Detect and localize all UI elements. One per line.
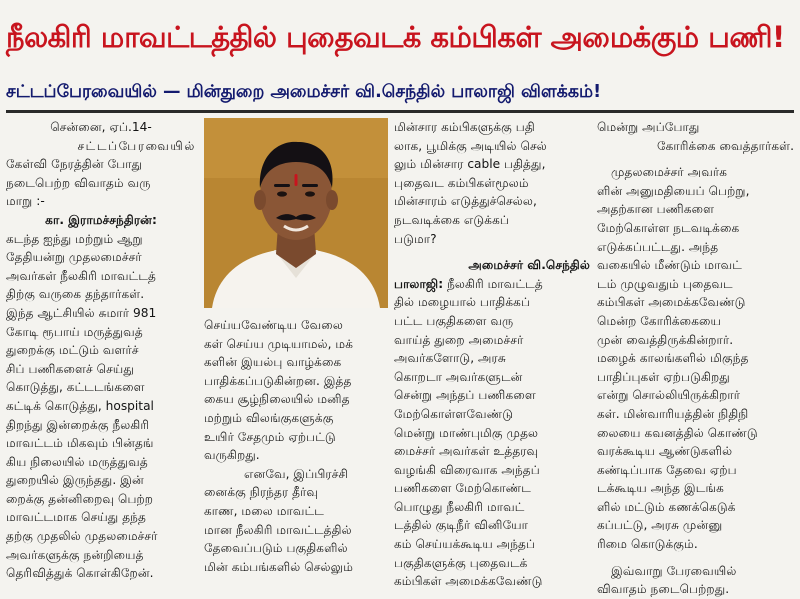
text-line: செய்யவேண்டிய வேலை <box>204 318 343 332</box>
text-line: கோடி ரூபாய் மருத்துவத் <box>6 324 143 339</box>
text-line: நடவடிக்கை எடுக்கப் <box>394 212 509 227</box>
text-line: கட்டிக் கொடுத்து, hospital <box>6 398 154 413</box>
text-line: னைக்கு நிரந்தர தீர்வு <box>204 485 319 500</box>
text-line: டக்கூடிய அந்த இடங்க <box>597 481 724 496</box>
column-1 <box>6 118 196 581</box>
text-line: காண, மலை மாவட்ட <box>204 503 324 518</box>
text-line: லாக, பூமிக்கு அடியில் செல் <box>394 138 547 153</box>
headline: நீலகிரி மாவட்டத்தில் புதைவடக் கம்பிகள் அமைக்கும் பணி! <box>6 20 785 54</box>
text-line: பாதிப்புகள் ஏற்படுகிறது <box>597 369 730 384</box>
intro-block <box>6 118 196 211</box>
text-line: கள். மின்வாரியத்தின் நிதிநி <box>597 406 749 421</box>
text-line: தற்கு முதலில் முதலமைச்சர் <box>6 529 158 544</box>
text-line: கம்பிகள் அமைக்கவேண்டு <box>394 574 543 589</box>
text-line: கள் செய்ய முடியாமல், மக் <box>204 336 353 351</box>
text-line: டத்தில் குடிநீர் வினியோ <box>394 518 529 533</box>
text-line: எடுக்கப்பட்டது. அந்த <box>597 239 719 254</box>
text-line: உயிர் சேதமும் ஏற்பட்டு <box>204 429 336 444</box>
text-line: மின்சார கம்பிகளுக்கு பதி <box>394 120 535 134</box>
text-line: கண்டிப்பாக தேவை ஏற்ப <box>597 462 737 477</box>
column-3 <box>394 118 590 589</box>
text-line: கம்பிகள் அமைக்கவேண்டு <box>597 295 746 310</box>
text-line: துறையில் இருந்தது. இன் <box>6 473 144 488</box>
speaker-name-continued: பாலாஜி: <box>394 276 444 291</box>
text-line: சென்னை, ஏப்.14- <box>50 120 152 134</box>
spacer <box>394 248 590 256</box>
text-line: கிய நிலையில் மருத்துவத் <box>6 454 148 469</box>
text-line: டம் முழுவதும் புதைவட <box>597 276 733 291</box>
text-line: மின்சாரம் எடுத்துச்செல்ல, <box>394 194 537 209</box>
text-line: நடைபெற்ற விவாதம் வரு <box>6 175 151 190</box>
text-line: வருகிறது. <box>204 448 260 463</box>
text-line: பகுதிகளுக்கு புதைவடக் <box>394 555 528 570</box>
text-line: றைக்கு தன்னிறைவு பெற்ற <box>6 491 154 506</box>
text-line: என்று சொல்லியிருக்கிறார் <box>597 388 741 403</box>
text-line: மாவட்டம் மிகவும் பின்தங் <box>6 436 154 451</box>
text-line: மேற்கொள்ளவேண்டு <box>394 406 514 421</box>
text-line: கொடுத்து, கட்டடங்களை <box>6 380 145 395</box>
text-line: அவர்கள் நீலகிரி மாவட்டத் <box>6 268 156 283</box>
text-line: லும் மின்சார cable பதித்து, <box>394 157 546 172</box>
portrait-illustration <box>204 118 388 308</box>
minister-photo <box>204 118 388 308</box>
text-line: சென்று அந்தப் பணிகளை <box>394 388 536 403</box>
text-line: கேள்வி நேரத்தின் போது <box>6 157 143 172</box>
text-line: தெரிவித்துக் கொள்கிறேன். <box>6 566 154 581</box>
text-line: பொழுது நீலகிரி மாவட் <box>394 499 525 514</box>
text-line: முதலமைச்சர் அவர்க <box>611 165 728 180</box>
text-line: திறந்து இன்றைக்கு நீலகிரி <box>6 417 150 432</box>
text-line: சட்டப்பேரவையில் <box>77 138 196 153</box>
text-line: தில் மழையால் பாதிக்கப் <box>394 295 531 310</box>
text-line: பணிகளை மேற்கொண்ட <box>394 481 532 496</box>
text-line: களின் இயல்பு வாழ்க்கை <box>204 355 342 370</box>
speaker-name: கா. இராமச்சந்திரன்: <box>45 212 157 227</box>
text-line: விவாதம் நடைபெற்றது. <box>597 582 730 597</box>
text-line: படுமா? <box>394 231 437 246</box>
text-line: ளின் அனுமதியைப் பெற்று, <box>597 183 750 198</box>
text-line: மான நீலகிரி மாவட்டத்தில் <box>204 522 352 537</box>
text-line: மாவட்டமாக செய்து தந்த <box>6 510 146 525</box>
text-line: முன் வைத்திருக்கின்றார். <box>597 332 734 347</box>
text-line: இவ்வாறு பேரவையில் <box>611 563 737 578</box>
text-line: அதற்கான பணிகளை <box>597 202 715 217</box>
text-line: வழங்கி விரைவாக அந்தப் <box>394 462 540 477</box>
text-line: மேற்கொள்ள நடவடிக்கை <box>597 220 740 235</box>
column-2 <box>204 316 388 574</box>
text-line: பட்ட பகுதிகளை வரு <box>394 313 514 328</box>
text-line: மென்று அப்போது <box>597 120 700 134</box>
text-line: எனவே, இப்பிரச்சி <box>244 466 349 481</box>
text-line: துறைக்கு மட்டும் வளர்ச் <box>6 343 139 358</box>
column-4 <box>597 118 794 597</box>
text-line: பாதிக்கப்படுகின்றன. இத்த <box>204 373 352 388</box>
text-line: தேதியன்று முதலமைச்சர் <box>6 250 142 265</box>
text-line: கடந்த ஐந்து மற்றும் ஆறு <box>6 231 143 246</box>
text-line: மைச்சர் அவர்கள் உத்தரவு <box>394 444 539 459</box>
text-line: மாறு :- <box>6 194 45 209</box>
text-line: வகையில் மீண்டும் மாவட் <box>597 258 742 273</box>
text-line: மற்றும் விலங்குகளுக்கு <box>204 410 334 425</box>
spacer <box>597 155 794 163</box>
text-line: மென்று மாண்புமிகு முதல <box>394 425 539 440</box>
text-line: லையை கவனத்தில் கொண்டு <box>597 425 758 440</box>
text-line: அவர்களுக்கு நன்றியைத் <box>6 547 144 562</box>
text-line: கப்பட்டு, அரசு முன்னு <box>597 518 723 533</box>
text-line: தேவைப்படும் பகுதிகளில் <box>204 541 348 556</box>
text-line: அவர்களோடு, அரசு <box>394 351 506 366</box>
text-line: கம் செய்யக்கூடிய அந்தப் <box>394 537 536 552</box>
text-line: மழைக் காலங்களில் மிகுந்த <box>597 351 749 366</box>
spacer <box>597 554 794 562</box>
text-line: மின் கம்பங்களில் செல்லும் <box>204 559 354 574</box>
text-line <box>394 275 590 294</box>
text-line: ளில் மட்டும் கணக்கெடுக் <box>597 499 736 514</box>
subheadline: சட்டப்பேரவையில் — மின்துறை அமைச்சர் வி.செந்தில் பாலாஜி விளக்கம்! <box>6 82 602 102</box>
text-line: புதைவட கம்பிகள்மூலம் <box>394 175 529 190</box>
text-line: திற்கு வருகை தந்தார்கள். <box>6 287 145 302</box>
text-line: கைய சூழ்நிலையில் மனித <box>204 392 350 407</box>
speech-body <box>6 230 196 583</box>
text-line: மென்ற கோரிக்கையை <box>597 313 721 328</box>
text-fragment: நீலகிரி மாவட்டத் <box>447 276 543 291</box>
text-line: இந்த ஆட்சியில் சுமார் 981 <box>6 305 157 320</box>
text-line: வரக்கூடிய ஆண்டுகளில் <box>597 444 733 459</box>
divider-rule <box>6 110 794 113</box>
text-line: கோரிக்கை வைத்தார்கள். <box>656 138 794 153</box>
speaker-name: அமைச்சர் வி.செந்தில் <box>468 258 590 273</box>
text-line: ரிமை கொடுக்கும். <box>597 537 698 552</box>
text-line: சிப் பணிகளைச் செய்து <box>6 361 134 376</box>
text-line: கொறடா அவர்களுடன் <box>394 369 523 384</box>
text-line: வாய்த் துறை அமைச்சர் <box>394 332 524 347</box>
